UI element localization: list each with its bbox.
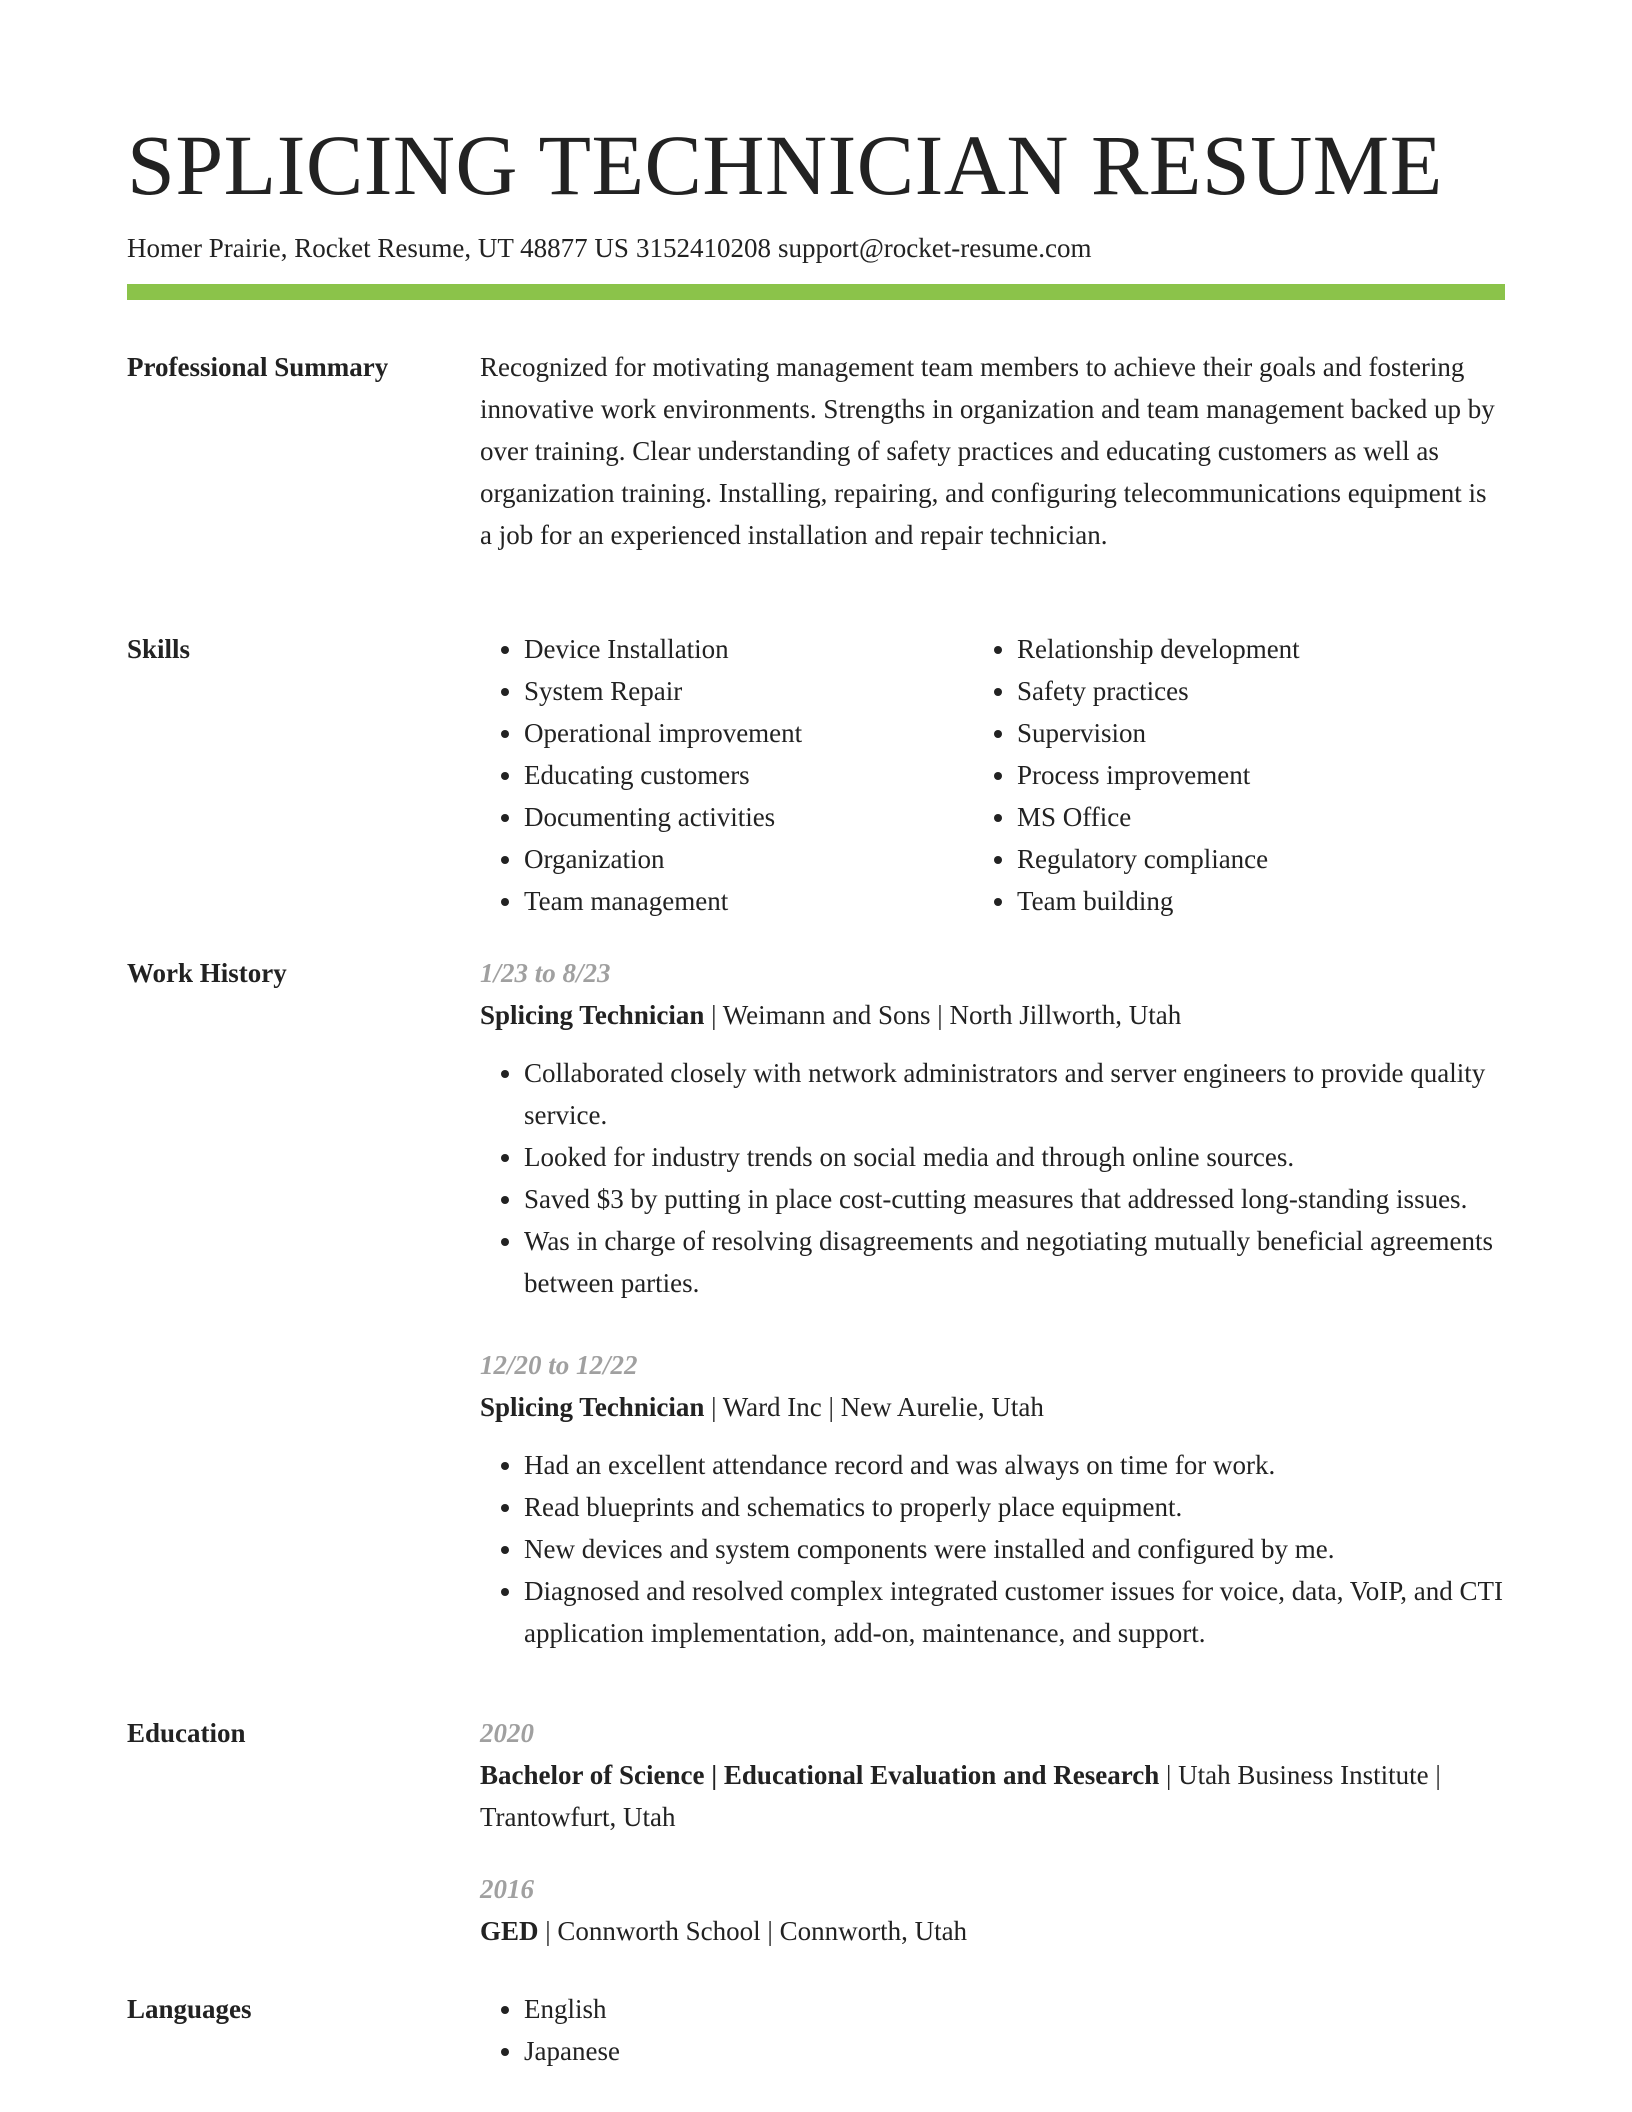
skill-item: • Relationship development (1017, 628, 1505, 670)
work-history-content (480, 952, 1505, 1654)
contact-address: Homer Prairie, Rocket Resume, UT 48877 US (127, 233, 629, 263)
languages-heading: Languages (127, 1994, 252, 2024)
job-heading (480, 994, 1505, 1036)
accent-divider (127, 284, 1505, 300)
education-details: | Connworth School | Connworth, Utah (538, 1916, 968, 1946)
job-bullet: • Read blueprints and schematics to properly place equipment. (524, 1486, 1505, 1528)
language-item: • English (524, 1988, 1505, 2030)
resume-title: SPLICING TECHNICIAN RESUME (127, 117, 1443, 213)
skill-item: • Organization (524, 838, 973, 880)
job-bullet: • Diagnosed and resolved complex integrated customer issues for voice, data, VoIP, and CTI application implementation, add-on, maintenance, and support. (524, 1570, 1505, 1654)
skills-heading: Skills (127, 634, 191, 664)
education-content (480, 1712, 1505, 1952)
job-dates: 1/23 to 8/23 (480, 958, 611, 988)
skill-item: • System Repair (524, 670, 973, 712)
job-details: | Ward Inc | New Aurelie, Utah (704, 1392, 1044, 1422)
education-heading-line (480, 1910, 1505, 1952)
education-heading-line (480, 1754, 1505, 1838)
job-bullet: • Saved $3 by putting in place cost-cutting measures that addressed long-standing issues. (524, 1178, 1505, 1220)
summary-heading: Professional Summary (127, 352, 389, 382)
job-entry (480, 1344, 1505, 1654)
job-heading (480, 1386, 1505, 1428)
skill-item: • Supervision (1017, 712, 1505, 754)
education-entry (480, 1868, 1505, 1952)
job-details: | Weimann and Sons | North Jillworth, Utah (704, 1000, 1182, 1030)
language-item: • Japanese (524, 2030, 1505, 2072)
contact-phone: 3152410208 (635, 233, 771, 263)
skill-item: • Team management (524, 880, 973, 922)
job-bullet: • Looked for industry trends on social media and through online sources. (524, 1136, 1505, 1178)
skill-item: • Educating customers (524, 754, 973, 796)
languages-content (480, 1988, 1505, 2072)
job-bullet: • Had an excellent attendance record and was always on time for work. (524, 1444, 1505, 1486)
skill-item: • Device Installation (524, 628, 973, 670)
job-entry (480, 952, 1505, 1304)
skill-item: • Documenting activities (524, 796, 973, 838)
job-bullets (480, 1052, 1505, 1304)
education-details: | Utah Business Institute | Trantowfurt, Utah (480, 1760, 1441, 1832)
job-title: Splicing Technician (480, 1000, 705, 1030)
education-degree: Bachelor of Science | Educational Evaluation and Research (480, 1760, 1160, 1790)
education-year: 2016 (480, 1874, 534, 1904)
skill-item: • Safety practices (1017, 670, 1505, 712)
job-title: Splicing Technician (480, 1392, 705, 1422)
job-bullet: • New devices and system components were installed and configured by me. (524, 1528, 1505, 1570)
education-year: 2020 (480, 1718, 534, 1748)
education-degree: GED (480, 1916, 539, 1946)
job-bullet: • Collaborated closely with network administrators and server engineers to provide quality service. (524, 1052, 1505, 1136)
skill-item: • Team building (1017, 880, 1505, 922)
skills-list-left (480, 628, 973, 922)
summary-content (480, 346, 1505, 556)
summary-text: Recognized for motivating management team members to achieve their goals and fostering innovative work environments. Strengths in organization and team management backed up by over training. Clear understanding of safety practices and educating customers as well as organization training. Installing, repairing, and configuring telecommunications equipment is a job for an experienced installation and repair technician. (480, 352, 1495, 550)
languages-list (480, 1988, 1505, 2072)
skills-content (480, 628, 1505, 922)
job-bullet: • Was in charge of resolving disagreements and negotiating mutually beneficial agreements between parties. (524, 1220, 1505, 1304)
skill-item: • Operational improvement (524, 712, 973, 754)
skill-item: • Regulatory compliance (1017, 838, 1505, 880)
job-bullets (480, 1444, 1505, 1654)
job-dates: 12/20 to 12/22 (480, 1350, 638, 1380)
contact-email[interactable]: support@rocket-resume.com (777, 233, 1092, 263)
skills-list-right (973, 628, 1505, 922)
education-entry (480, 1712, 1505, 1838)
skill-item: • Process improvement (1017, 754, 1505, 796)
contact-line (127, 230, 1091, 266)
skill-item: • MS Office (1017, 796, 1505, 838)
education-heading: Education (127, 1718, 246, 1748)
work-history-heading: Work History (127, 958, 287, 988)
